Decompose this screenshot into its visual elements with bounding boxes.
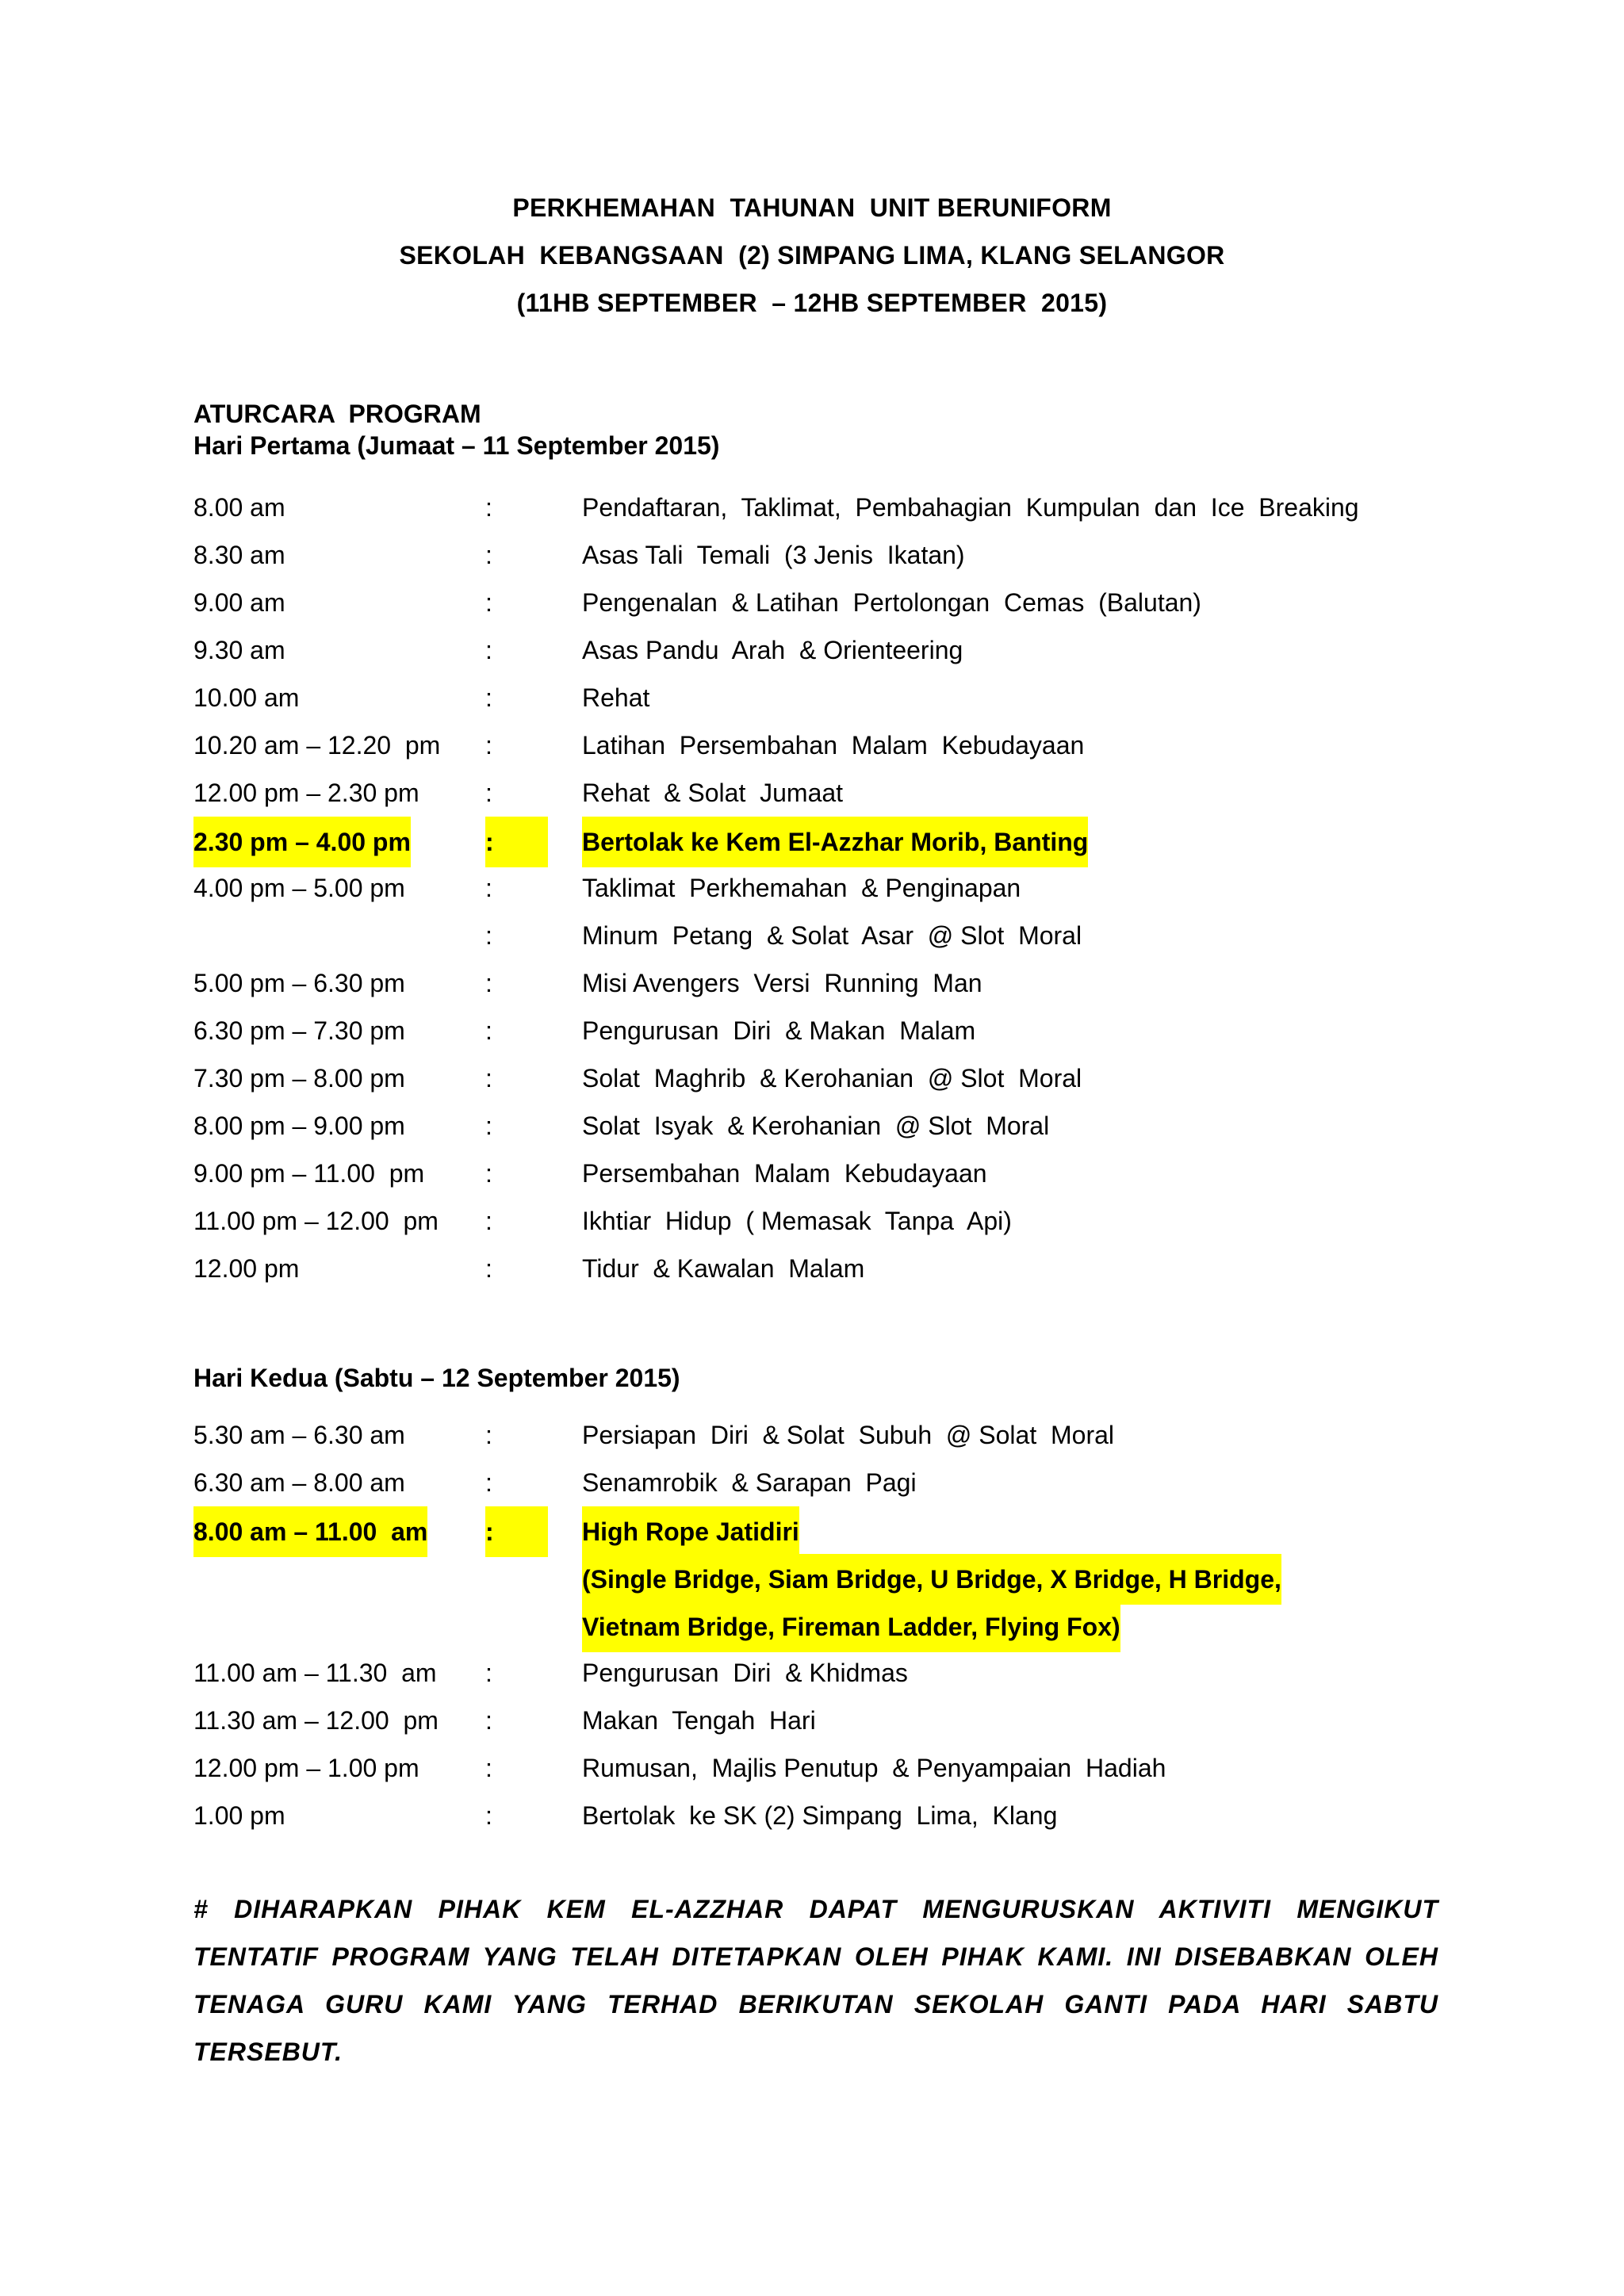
agenda-row (193, 1102, 1446, 1150)
agenda-activity: Asas Pandu Arah & Orienteering (582, 636, 963, 664)
agenda-time: 12.00 pm – 2.30 pm (193, 779, 419, 807)
agenda-time: 9.00 am (193, 588, 285, 617)
agenda-time: 8.00 am (193, 493, 285, 522)
agenda-colon: : (485, 1754, 492, 1782)
agenda-activity: Vietnam Bridge, Fireman Ladder, Flying Fox) (582, 1601, 1120, 1652)
agenda-time: 11.00 pm – 12.00 pm (193, 1207, 439, 1235)
agenda-colon: : (485, 969, 492, 997)
program-title: ATURCARA PROGRAM (193, 400, 481, 428)
agenda-row-highlighted (193, 1601, 1446, 1649)
agenda-time: 6.30 am – 8.00 am (193, 1468, 405, 1497)
agenda-activity: Minum Petang & Solat Asar @ Slot Moral (582, 921, 1082, 950)
agenda-activity: Bertolak ke SK (2) Simpang Lima, Klang (582, 1801, 1058, 1830)
agenda-time: 8.00 am – 11.00 am (193, 1506, 427, 1557)
agenda-row (193, 579, 1446, 626)
agenda-row (193, 1411, 1446, 1459)
agenda-row-highlighted (193, 817, 1446, 864)
agenda-row (193, 959, 1446, 1007)
agenda-row (193, 1649, 1446, 1697)
day1-heading: Hari Pertama (Jumaat – 11 September 2015) (193, 431, 720, 460)
agenda-colon: : (485, 1659, 492, 1687)
agenda-activity: Bertolak ke Kem El-Azzhar Morib, Banting (582, 817, 1088, 867)
agenda-time: 10.00 am (193, 683, 300, 712)
agenda-row (193, 912, 1446, 959)
agenda-activity: Ikhtiar Hidup ( Memasak Tanpa Api) (582, 1207, 1012, 1235)
agenda-activity: Pendaftaran, Taklimat, Pembahagian Kumpulan dan Ice Breaking (582, 493, 1359, 522)
agenda-colon: : (485, 1468, 492, 1497)
agenda-activity: Misi Avengers Versi Running Man (582, 969, 982, 997)
agenda-activity: Pengurusan Diri & Makan Malam (582, 1016, 976, 1045)
agenda-time: 7.30 pm – 8.00 pm (193, 1064, 405, 1093)
agenda-row (193, 531, 1446, 579)
agenda-colon: : (485, 541, 492, 569)
agenda-row (193, 1744, 1446, 1792)
day2-agenda (193, 1411, 1446, 1839)
agenda-time: 6.30 pm – 7.30 pm (193, 1016, 405, 1045)
agenda-row (193, 626, 1446, 674)
agenda-colon: : (485, 1506, 548, 1557)
agenda-colon: : (485, 1421, 492, 1449)
agenda-row (193, 1245, 1446, 1292)
agenda-time: 8.00 pm – 9.00 pm (193, 1112, 405, 1140)
agenda-row (193, 1697, 1446, 1744)
agenda-activity: Pengenalan & Latihan Pertolongan Cemas (Balutan) (582, 588, 1201, 617)
agenda-time: 5.30 am – 6.30 am (193, 1421, 405, 1449)
agenda-row (193, 1150, 1446, 1197)
agenda-colon: : (485, 1706, 492, 1735)
closing-note: # DIHARAPKAN PIHAK KEM EL-AZZHAR DAPAT MENGURUSKAN AKTIVITI MENGIKUT TENTATIF PROGRAM YANG TELAH DITETAPKAN OLEH PIHAK KAMI. INI DISEBABKAN OLEH TENAGA GURU KAMI YANG TERHAD BERIKUTAN SEKOLAH GANTI PADA HARI SABTU TERSEBUT. (193, 1895, 1438, 2066)
agenda-row-highlighted (193, 1506, 1446, 1554)
agenda-row (193, 674, 1446, 721)
agenda-activity: Tidur & Kawalan Malam (582, 1254, 865, 1283)
agenda-time: 2.30 pm – 4.00 pm (193, 817, 411, 867)
agenda-activity: Latihan Persembahan Malam Kebudayaan (582, 731, 1085, 760)
agenda-activity: Rumusan, Majlis Penutup & Penyampaian Hadiah (582, 1754, 1166, 1782)
agenda-colon: : (485, 1159, 492, 1188)
agenda-activity: (Single Bridge, Siam Bridge, U Bridge, X Bridge, H Bridge, (582, 1554, 1281, 1605)
day2-heading: Hari Kedua (Sabtu – 12 September 2015) (193, 1364, 680, 1392)
agenda-row-highlighted (193, 1554, 1446, 1601)
agenda-activity: Pengurusan Diri & Khidmas (582, 1659, 908, 1687)
agenda-time: 4.00 pm – 5.00 pm (193, 874, 405, 902)
agenda-colon: : (485, 636, 492, 664)
agenda-activity: Makan Tengah Hari (582, 1706, 816, 1735)
agenda-activity: Asas Tali Temali (3 Jenis Ikatan) (582, 541, 965, 569)
agenda-colon: : (485, 817, 548, 867)
title-line-1: PERKHEMAHAN TAHUNAN UNIT BERUNIFORM (512, 193, 1112, 222)
agenda-activity: Taklimat Perkhemahan & Penginapan (582, 874, 1021, 902)
agenda-row (193, 864, 1446, 912)
agenda-time: 10.20 am – 12.20 pm (193, 731, 441, 760)
document-title (0, 184, 1624, 327)
agenda-activity: Solat Maghrib & Kerohanian @ Slot Moral (582, 1064, 1082, 1093)
agenda-time: 11.00 am – 11.30 am (193, 1659, 437, 1687)
agenda-time: 9.30 am (193, 636, 285, 664)
day1-agenda (193, 484, 1446, 1292)
agenda-colon: : (485, 683, 492, 712)
agenda-activity: High Rope Jatidiri (582, 1506, 799, 1557)
agenda-time: 1.00 pm (193, 1801, 285, 1830)
agenda-time: 8.30 am (193, 541, 285, 569)
title-line-2: SEKOLAH KEBANGSAAN (2) SIMPANG LIMA, KLANG SELANGOR (399, 241, 1225, 270)
agenda-colon: : (485, 1016, 492, 1045)
agenda-activity: Rehat (582, 683, 650, 712)
agenda-time: 12.00 pm (193, 1254, 300, 1283)
agenda-colon: : (485, 1801, 492, 1830)
agenda-row (193, 1197, 1446, 1245)
agenda-time: 12.00 pm – 1.00 pm (193, 1754, 419, 1782)
agenda-colon: : (485, 1064, 492, 1093)
agenda-activity: Rehat & Solat Jumaat (582, 779, 844, 807)
agenda-row (193, 721, 1446, 769)
agenda-time: 5.00 pm – 6.30 pm (193, 969, 405, 997)
agenda-colon: : (485, 779, 492, 807)
agenda-colon: : (485, 1112, 492, 1140)
agenda-row (193, 1459, 1446, 1506)
agenda-colon: : (485, 493, 492, 522)
agenda-activity: Solat Isyak & Kerohanian @ Slot Moral (582, 1112, 1050, 1140)
agenda-row (193, 1054, 1446, 1102)
agenda-row (193, 1007, 1446, 1054)
agenda-row (193, 1792, 1446, 1839)
agenda-activity: Persembahan Malam Kebudayaan (582, 1159, 987, 1188)
agenda-activity: Senamrobik & Sarapan Pagi (582, 1468, 917, 1497)
agenda-colon: : (485, 1207, 492, 1235)
agenda-time: 9.00 pm – 11.00 pm (193, 1159, 425, 1188)
agenda-row (193, 484, 1446, 531)
agenda-time: 11.30 am – 12.00 pm (193, 1706, 439, 1735)
title-line-3: (11HB SEPTEMBER – 12HB SEPTEMBER 2015) (516, 289, 1108, 317)
agenda-colon: : (485, 588, 492, 617)
agenda-row (193, 769, 1446, 817)
agenda-colon: : (485, 921, 492, 950)
agenda-colon: : (485, 874, 492, 902)
agenda-colon: : (485, 731, 492, 760)
agenda-activity: Persiapan Diri & Solat Subuh @ Solat Moral (582, 1421, 1115, 1449)
agenda-colon: : (485, 1254, 492, 1283)
